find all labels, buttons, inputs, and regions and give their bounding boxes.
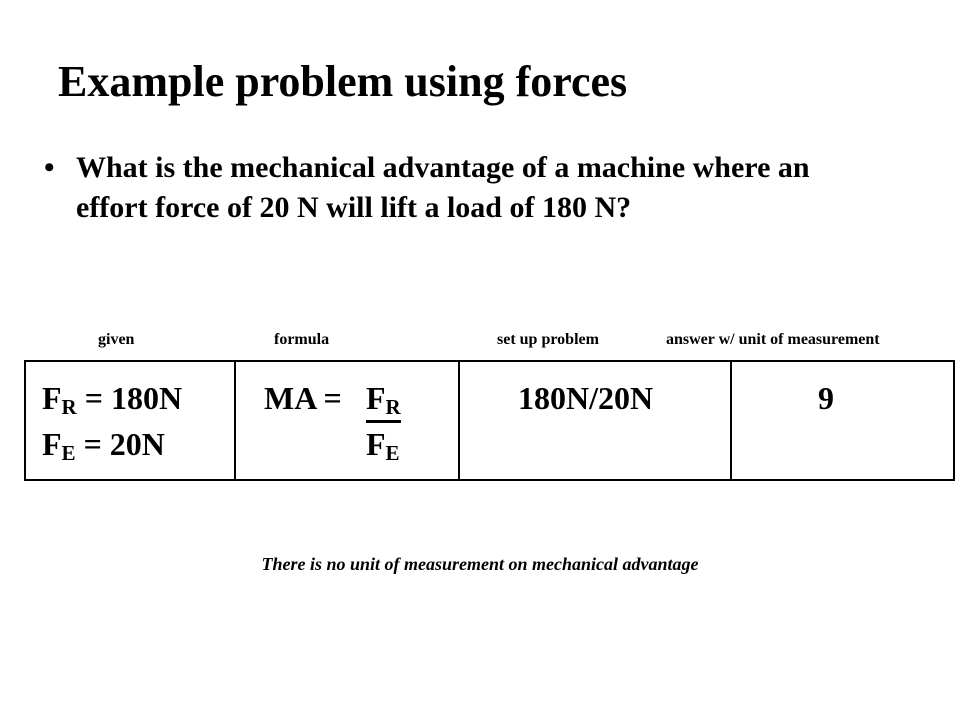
setup-value: 180N/20N [518, 380, 654, 416]
given-fr-symbol: F [42, 380, 62, 416]
given-effort-force [42, 424, 165, 464]
formula-den-subscript: E [385, 441, 400, 465]
given-fr-value: = 180N [76, 380, 183, 416]
header-given: given [98, 331, 135, 348]
formula-den-symbol: F [366, 426, 386, 462]
question-text: What is the mechanical advantage of a machine where an effort force of 20 N will lift a load of 180 N? [76, 151, 810, 224]
given-fe-symbol: F [42, 426, 62, 462]
header-answer: answer w/ unit of measurement [666, 331, 880, 348]
cell-answer [730, 362, 953, 479]
given-resistance-force [42, 378, 182, 418]
formula-num-subscript: R [385, 395, 401, 419]
formula-denominator [366, 424, 400, 464]
formula-num-symbol: F [366, 380, 386, 416]
given-fr-subscript: R [61, 395, 77, 419]
header-formula: formula [274, 331, 330, 348]
cell-given [26, 362, 234, 479]
given-fe-subscript: E [61, 441, 76, 465]
cell-setup [458, 362, 730, 479]
given-fe-value: = 20N [75, 426, 165, 462]
formula-numerator [366, 378, 401, 423]
answer-value: 9 [818, 380, 834, 416]
solution-table [24, 360, 955, 481]
footnote: There is no unit of measurement on mechanical advantage [261, 554, 699, 574]
formula-lhs: MA = [264, 380, 350, 416]
header-setup: set up problem [497, 331, 599, 348]
bullet-marker: • [44, 151, 55, 184]
cell-formula [234, 362, 458, 479]
slide-title: Example problem using forces [58, 57, 628, 106]
